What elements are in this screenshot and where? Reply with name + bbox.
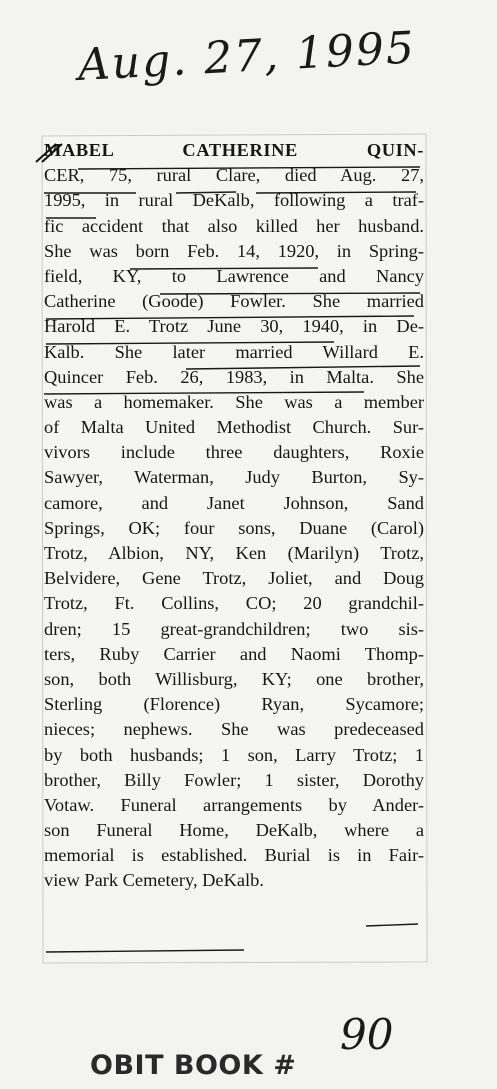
article-line: Harold E. Trotz June 30, 1940, in De- [44,316,424,337]
article-line: Quincer Feb. 26, 1983, in Malta. She [44,366,424,387]
article-line: 1995, in rural DeKalb, following a traf- [44,190,424,211]
article-line: CER, 75, rural Clare, died Aug. 27, [44,165,424,186]
article-line: Sawyer, Waterman, Judy Burton, Sy- [44,467,424,488]
handwritten-date: Aug. 27, 1995 [76,22,418,91]
article-line: She was born Feb. 14, 1920, in Spring- [44,240,424,261]
article-line: Trotz, Ft. Collins, CO; 20 grandchil- [44,593,424,614]
article-line: was a homemaker. She was a member [44,391,424,412]
article-line: memorial is established. Burial is in Fair- [44,845,424,866]
article-line: son Funeral Home, DeKalb, where a [44,820,424,841]
article-line: fic accident that also killed her husband. [44,215,424,236]
article-line: view Park Cemetery, DeKalb. [44,870,264,891]
article-line: Sterling (Florence) Ryan, Sycamore; [44,694,424,715]
article-line: of Malta United Methodist Church. Sur- [44,417,424,438]
article-line: Votaw. Funeral arrangements by Ander- [44,794,424,815]
article-line: brother, Billy Fowler; 1 sister, Dorothy [44,769,424,790]
article-line: nieces; nephews. She was predeceased [44,719,424,740]
article-line: Belvidere, Gene Trotz, Joliet, and Doug [44,568,424,589]
article-line: vivors include three daughters, Roxie [44,442,424,463]
article-line: Catherine (Goode) Fowler. She married [44,291,424,312]
article-line: dren; 15 great-grandchildren; two sis- [44,618,424,639]
article-line: Trotz, Albion, NY, Ken (Marilyn) Trotz, [44,543,424,563]
article-line: camore, and Janet Johnson, Sand [44,492,424,513]
article-line: MABEL CATHERINE QUIN- [44,140,424,160]
article-line: field, KY, to Lawrence and Nancy [44,265,424,286]
article-line: by both husbands; 1 son, Larry Trotz; 1 [44,744,424,765]
handwritten-book-number: 90 [340,1010,394,1059]
article-line: son, both Willisburg, KY; one brother, [44,668,424,689]
article-line: Kalb. She later married Willard E. [44,341,424,362]
article-line: Springs, OK; four sons, Duane (Carol) [44,517,424,538]
obit-book-label: OBIT BOOK # [90,1050,297,1081]
article-line: ters, Ruby Carrier and Naomi Thomp- [44,643,424,664]
